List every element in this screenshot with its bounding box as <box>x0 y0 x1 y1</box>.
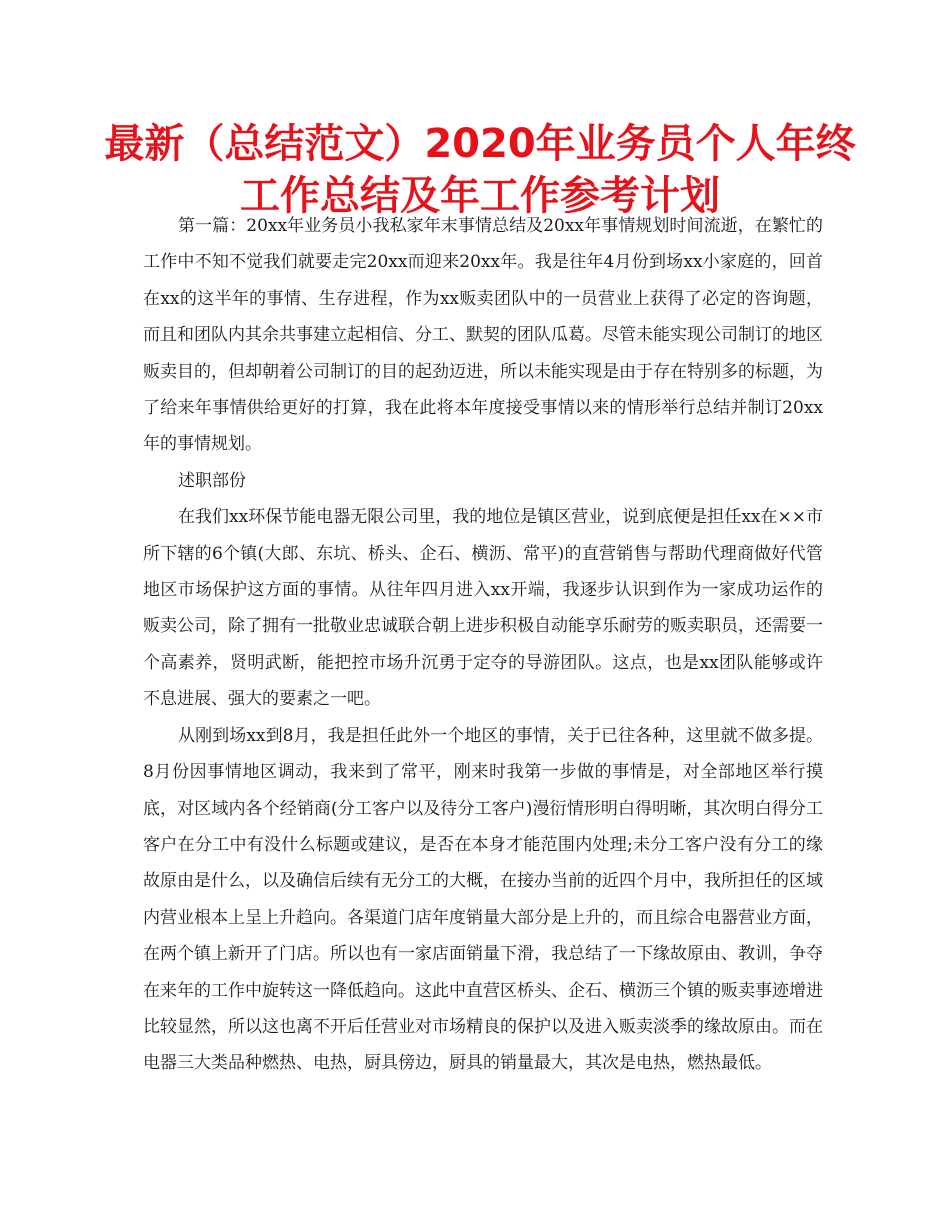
document-body <box>143 208 823 1082</box>
section-heading: 述职部份 <box>178 470 246 491</box>
paragraph-intro: 第一篇：20xx年业务员小我私家年末事情总结及20xx年事情规划时间流逝，在繁忙的工作中不知不觉我们就要走完20xx而迎来20xx年。我是往年4月份到场xx小家庭的，回首在xx的这半年的事情、生存进程，作为xx贩卖团队中的一员营业上获得了必定的咨询题，而且和团队内其余共事建立起相信、分工、默契的团队瓜葛。尽管未能实现公司制订的地区贩卖目的，但却朝着公司制订的目的起劲迈进，所以未能实现是由于存在特别多的标题，为了给来年事情供给更好的打算，我在此将本年度接受事情以来的情形举行总结并制订20xx年的事情规划。 <box>143 216 823 455</box>
paragraph-progress: 从刚到场xx到8月，我是担任此外一个地区的事情，关于已往各种，这里就不做多提。8月份因事情地区调动，我来到了常平，刚来时我第一步做的事情是，对全部地区举行摸底，对区域内各个经销商(分工客户以及待分工客户)漫衍情形明白得明晰，其次明白得分工客户在分工中有没什么标题或建议，是否在本身才能范围内处理;未分工客户没有分工的缘故原由是什么，以及确信后续有无分工的大概，在接办当前的近四个月中，我所担任的区域内营业根本上呈上升趋向。各渠道门店年度销量大部分是上升的，而且综合电器营业方面，在两个镇上新开了门店。所以也有一家店面销量下滑，我总结了一下缘故原由、教训，争夺在来年的工作中旋转这一降低趋向。这此中直营区桥头、企石、横沥三个镇的贩卖事迹增进比较显然，所以这也离不开后任营业对市场精良的保护以及进入贩卖淡季的缘故原由。而在电器三大类品种燃热、电热，厨具傍边，厨具的销量最大，其次是电热，燃热最低。 <box>143 725 823 1074</box>
paragraph-role: 在我们xx环保节能电器无限公司里，我的地位是镇区营业，说到底便是担任xx在××市所下辖的6个镇(大郎、东坑、桥头、企石、横沥、常平)的直营销售与帮助代理商做好代管地区市场保护这方面的事情。从往年四月进入xx开端，我逐步认识到作为一家成功运作的贩卖公司，除了拥有一批敬业忠诚联合朝上进步积极自动能享乐耐劳的贩卖职员，还需要一个高素养，贤明武断，能把控市场升沉勇于定夺的导游团队。这点，也是xx团队能够或许不息进展、强大的要素之一吧。 <box>143 507 823 710</box>
document-title: 最新（总结范文）2020年业务员个人年终工作总结及年工作参考计划 <box>104 121 856 219</box>
